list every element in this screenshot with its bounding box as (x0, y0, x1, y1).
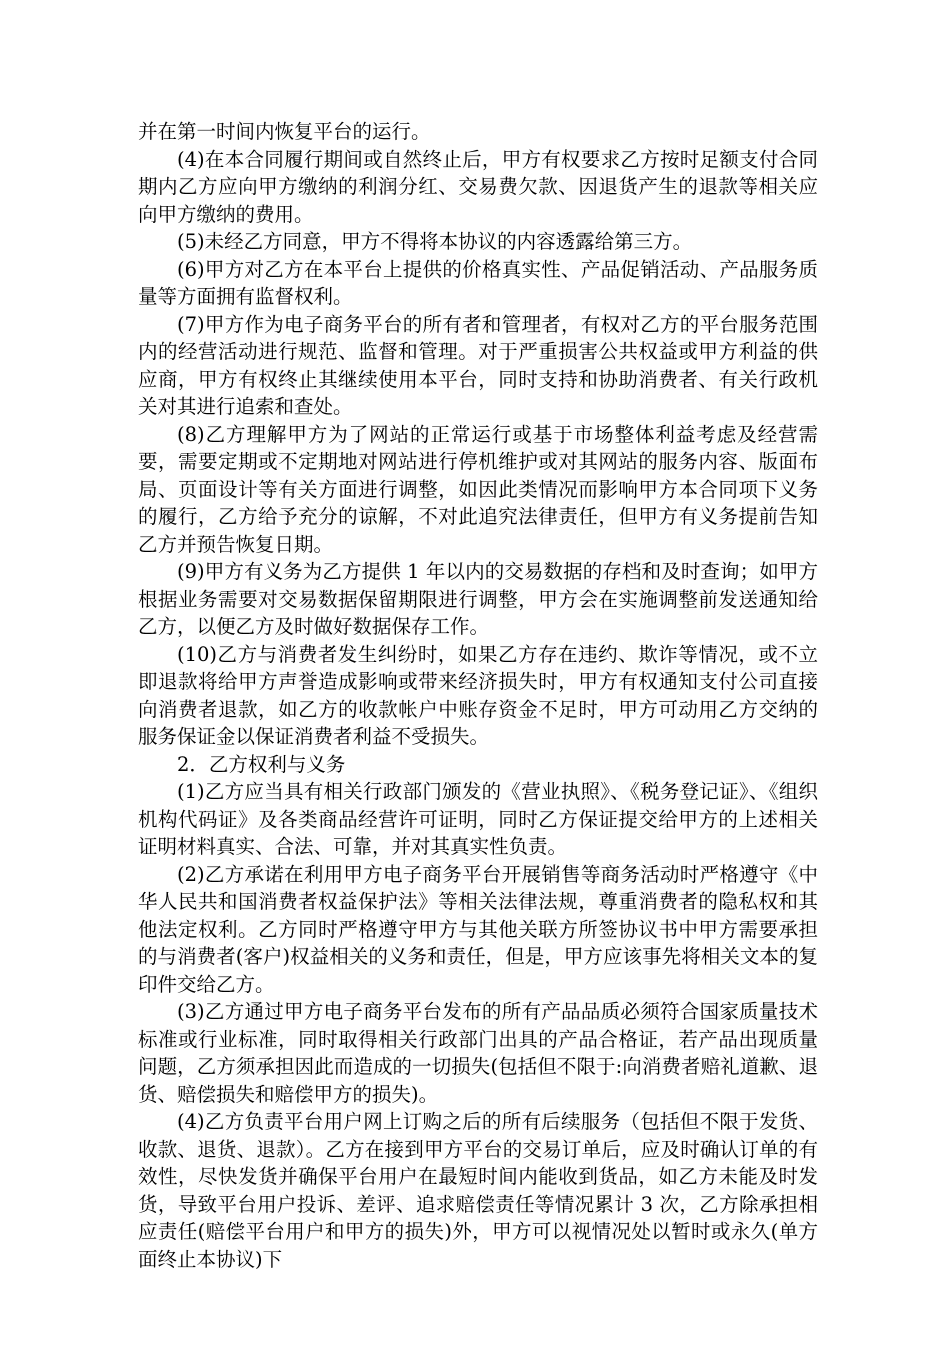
paragraph-party-b-clause-2: (2)乙方承诺在利用甲方电子商务平台开展销售等商务活动时严格遵守《中华人民共和国消费者权益保护法》等相关法律法规，尊重消费者的隐私权和其他法定权利。乙方同时严格遵守甲方与其他关联方所签协议书中甲方需要承担的与消费者(客户)权益相关的义务和责任，但是，甲方应该事先将相关文本的复印件交给乙方。 (138, 862, 818, 996)
paragraph-clause-10: (10)乙方与消费者发生纠纷时，如果乙方存在违约、欺诈等情况，或不立即退款将给甲方声誉造成影响或带来经济损失时，甲方有权通知支付公司直接向消费者退款，如乙方的收款帐户中账存资金不足时，甲方可动用乙方交纳的服务保证金以保证消费者利益不受损失。 (138, 642, 818, 748)
paragraph-clause-6: (6)甲方对乙方在本平台上提供的价格真实性、产品促销活动、产品服务质量等方面拥有监督权利。 (138, 257, 818, 308)
paragraph-clause-4: (4)在本合同履行期间或自然终止后，甲方有权要求乙方按时足额支付合同期内乙方应向甲方缴纳的利润分红、交易费欠款、因退货产生的退款等相关应向甲方缴纳的费用。 (138, 147, 818, 226)
paragraph-continuation: 并在第一时间内恢复平台的运行。 (138, 120, 431, 143)
paragraph-party-b-clause-1: (1)乙方应当具有相关行政部门颁发的《营业执照》、《税务登记证》、《组织机构代码证》及各类商品经营许可证明，同时乙方保证提交给甲方的上述相关证明材料真实、合法、可靠，并对其真实性负责。 (138, 780, 818, 858)
paragraph-clause-9: (9)甲方有义务为乙方提供 1 年以内的交易数据的存档和及时查询；如甲方根据业务需要对交易数据保留期限进行调整，甲方会在实施调整前发送通知给乙方，以便乙方及时做好数据保存工作。 (138, 560, 818, 638)
paragraph-party-b-clause-3: (3)乙方通过甲方电子商务平台发布的所有产品品质必须符合国家质量技术标准或行业标准，同时取得相关行政部门出具的产品合格证，若产品出现质量问题，乙方须承担因此而造成的一切损失(包括但不限于:向消费者赔礼道歉、退货、赔偿损失和赔偿甲方的损失)。 (138, 1000, 818, 1106)
paragraph-party-b-clause-4: (4)乙方负责平台用户网上订购之后的所有后续服务（包括但不限于发货、收款、退货、退款）。乙方在接到甲方平台的交易订单后，应及时确认订单的有效性，尽快发货并确保平台用户在最短时间内能收到货品，如乙方未能及时发货，导致平台用户投诉、差评、追求赔偿责任等情况累计 3 次，乙方除承担相应责任(赔偿平台用户和甲方的损失)外，甲方可以视情况处以暂时或永久(单方面终止本协议)下 (138, 1110, 818, 1271)
document-body (138, 118, 818, 1273)
paragraph-clause-5: (5)未经乙方同意，甲方不得将本协议的内容透露给第三方。 (177, 230, 693, 253)
section-heading-party-b: 2．乙方权利与义务 (177, 752, 346, 776)
paragraph-clause-8: (8)乙方理解甲方为了网站的正常运行或基于市场整体利益考虑及经营需要，需要定期或不定期地对网站进行停机维护或对其网站的服务内容、版面布局、页面设计等有关方面进行调整，如因此类情况而影响甲方本合同项下义务的履行，乙方给予充分的谅解，不对此追究法律责任，但甲方有义务提前告知乙方并预告恢复日期。 (138, 422, 818, 556)
paragraph-clause-7: (7)甲方作为电子商务平台的所有者和管理者，有权对乙方的平台服务范围内的经营活动进行规范、监督和管理。对于严重损害公共权益或甲方利益的供应商，甲方有权终止其继续使用本平台，同时支持和协助消费者、有关行政机关对其进行追索和查处。 (138, 312, 818, 418)
